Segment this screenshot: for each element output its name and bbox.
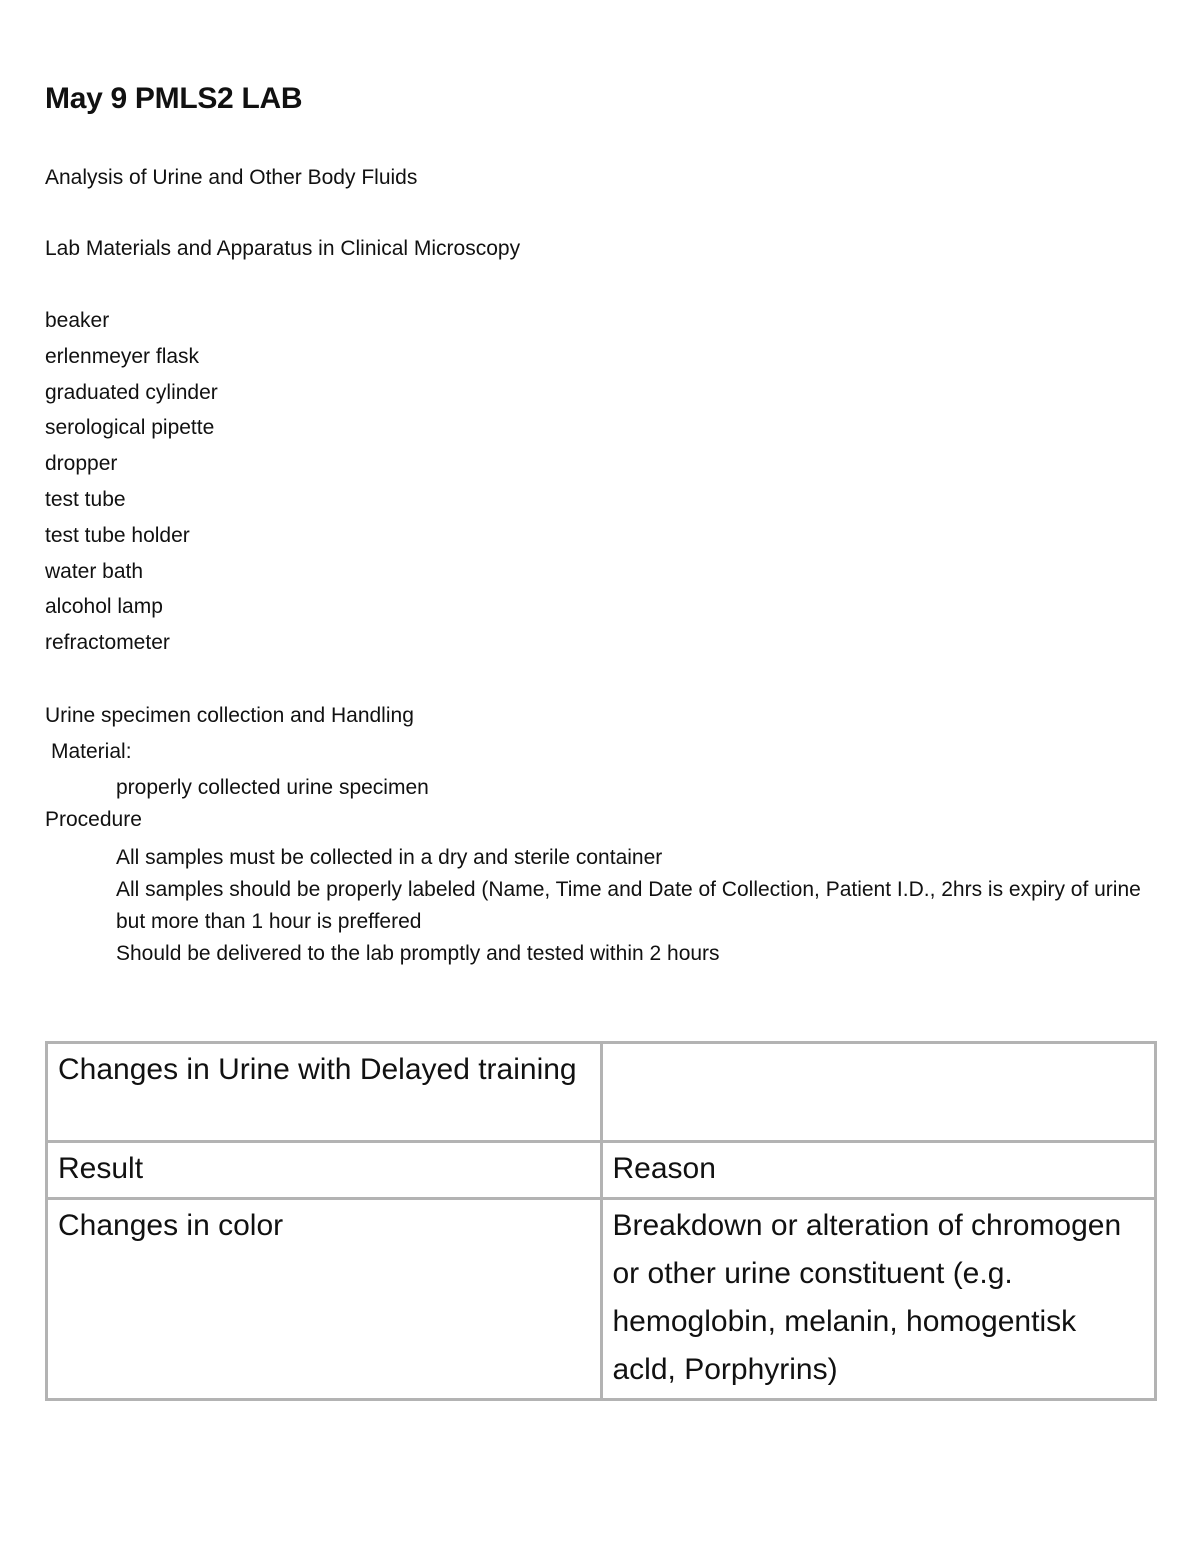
material-label: Material: (51, 740, 132, 763)
table-header-row (47, 1142, 1156, 1199)
result-cell: Changes in color (47, 1199, 602, 1400)
procedure-step: All samples must be collected in a dry and sterile container (116, 846, 663, 869)
procedure-steps (116, 842, 1156, 970)
procedure-step: Should be delivered to the lab promptly and tested within 2 hours (116, 942, 720, 965)
list-item: graduated cylinder (45, 380, 218, 404)
urine-changes-table (45, 1041, 1157, 1401)
table-title-empty-cell (601, 1043, 1156, 1142)
materials-list (45, 306, 218, 664)
column-header-result: Result (47, 1142, 602, 1199)
list-item: water bath (45, 559, 144, 583)
subject-line: Analysis of Urine and Other Body Fluids (45, 166, 418, 189)
table-title: Changes in Urine with Delayed training (47, 1043, 602, 1142)
reason-cell (601, 1199, 1156, 1400)
list-item: serological pipette (45, 416, 215, 440)
page-title: May 9 PMLS2 LAB (45, 82, 303, 115)
procedure-label: Procedure (45, 808, 142, 831)
column-header-reason: Reason (601, 1142, 1156, 1199)
table-title-row (47, 1043, 1156, 1142)
reason-line: Breakdown or alteration of chromogen (612, 1209, 1122, 1242)
list-item: dropper (45, 452, 118, 476)
reason-line: or other urine constituent (e.g. hemoglobin, melanin, homogentisk acld, Porphyrins) (612, 1257, 1077, 1386)
procedure-step: All samples should be properly labeled (Name, Time and Date of Collection, Patient I.D., 2hrs is expiry of urine but more than 1 hour is preffered (116, 878, 1141, 933)
material-value: properly collected urine specimen (116, 776, 429, 799)
table-row (47, 1199, 1156, 1400)
collection-heading: Urine specimen collection and Handling (45, 704, 414, 727)
list-item: alcohol lamp (45, 595, 163, 619)
list-item: refractometer (45, 631, 170, 655)
list-item: test tube (45, 487, 126, 511)
list-item: beaker (45, 309, 110, 332)
materials-heading: Lab Materials and Apparatus in Clinical Microscopy (45, 237, 521, 260)
list-item: erlenmeyer flask (45, 344, 200, 368)
list-item: test tube holder (45, 523, 190, 547)
